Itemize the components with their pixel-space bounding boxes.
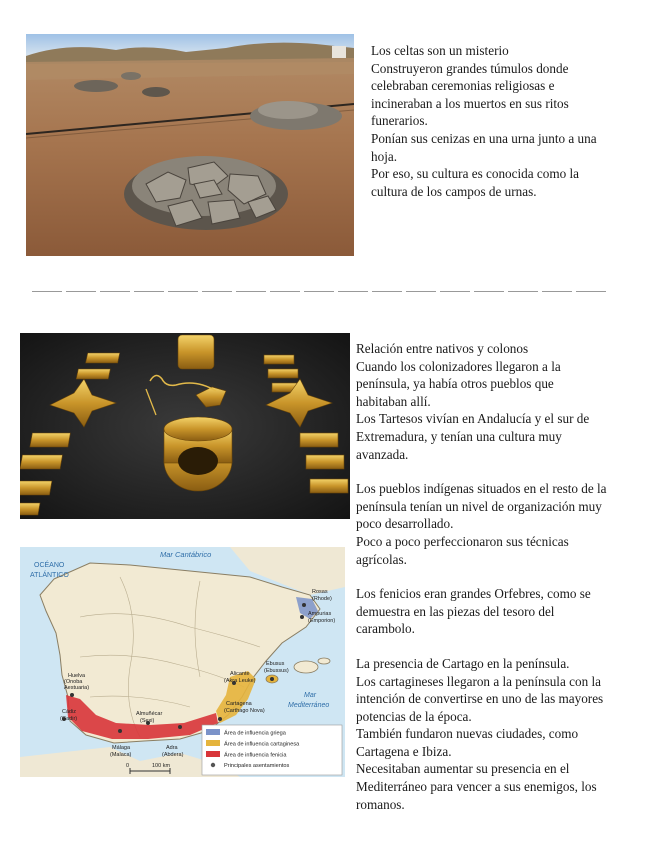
- sea-label-atlantic-1: OCÉANO: [34, 562, 65, 569]
- text-line: También fundaron nuevas ciudades, como: [356, 726, 579, 742]
- text-line: Cuando los colonizadores llegaron a la: [356, 358, 561, 374]
- place-ampurias: Ampurias: [308, 611, 332, 617]
- place-huelva-ancient-2: Aestuaria): [64, 685, 90, 691]
- place-almunecar-ancient: (Sexi): [140, 718, 155, 724]
- legend-swatch-carthaginian: [206, 740, 220, 746]
- text-line: intención de convertirse en uno de las mayores: [356, 691, 604, 707]
- celts-line: Construyeron grandes túmulos donde: [371, 60, 569, 76]
- place-rosas-ancient: (Rhode): [312, 596, 332, 602]
- text-line: Los cartagineses llegaron a la península con la: [356, 673, 601, 689]
- scale-zero: 0: [126, 763, 130, 769]
- place-ibiza: Ebusus: [266, 661, 285, 667]
- text-line: demuestra en las piezas del tesoro del: [356, 603, 555, 619]
- text-line: carambolo.: [356, 621, 415, 637]
- text-line: poco desarrollado.: [356, 516, 454, 532]
- celts-line: Ponían sus cenizas en una urna junto a una: [371, 130, 597, 146]
- tumulus-landscape-image: [26, 34, 354, 256]
- celtic-tumulus-photo: [26, 34, 354, 256]
- carambolo-treasure-photo: [20, 333, 350, 519]
- place-rosas: Rosas: [312, 589, 328, 595]
- iberia-map-graphic: [20, 547, 345, 777]
- place-malaga-ancient: (Malaca): [110, 752, 132, 758]
- sea-label-cantabrico: Mar Cantábrico: [160, 550, 212, 559]
- legend-label-settlements: Principales asentamientos: [224, 763, 290, 769]
- legend-swatch-greek: [206, 729, 220, 735]
- legend-label-phoenician: Área de influencia fenicia: [224, 752, 287, 759]
- place-adra-ancient: (Abdera): [162, 752, 184, 758]
- celts-text-block: [371, 42, 651, 200]
- text-line: Cartagena e Ibiza.: [356, 743, 452, 759]
- section-divider: [32, 284, 628, 296]
- place-malaga: Málaga: [112, 745, 131, 751]
- celts-title: Los celtas son un misterio: [371, 43, 509, 58]
- text-line: Necesitaban aumentar su presencia en el: [356, 761, 570, 777]
- text-line: Los fenicios eran grandes Orfebres, como se: [356, 586, 591, 602]
- text-line: habitaban allí.: [356, 393, 431, 409]
- text-line: potencias de la época.: [356, 708, 472, 724]
- place-cadiz: Cádiz: [62, 709, 77, 715]
- text-line: Poco a poco perfeccionaron sus técnicas: [356, 533, 569, 549]
- text-line: península, ya había otros pueblos que: [356, 376, 554, 392]
- iberia-colonization-map: [20, 547, 345, 777]
- celts-line: incineraban a los muertos en sus ritos: [371, 95, 569, 111]
- text-line: avanzada.: [356, 446, 409, 462]
- gold-treasure-image: [20, 333, 350, 519]
- sea-label-med-2: Mediterráneo: [288, 702, 330, 709]
- text-line: Los Tartesos vivían en Andalucía y el sur de: [356, 411, 590, 427]
- text-line: península tenían un nivel de organización muy: [356, 498, 602, 514]
- place-cartagena-ancient: (Carthago Nova): [224, 708, 265, 714]
- place-cartagena: Cartagena: [226, 701, 252, 707]
- place-ampurias-ancient: (Emporion): [308, 618, 336, 624]
- legend-swatch-phoenician: [206, 751, 220, 757]
- text-line: Extremadura, y tenían una cultura muy: [356, 428, 562, 444]
- celts-line: cultura de los campos de urnas.: [371, 183, 537, 199]
- sea-label-atlantic-2: ATLÁNTICO: [30, 572, 69, 579]
- place-huelva-ancient: (Onoba: [64, 679, 83, 685]
- place-alicante-ancient: (Akra Leuke): [224, 678, 256, 684]
- place-ibiza-ancient: (Ebussus): [264, 668, 289, 674]
- text-line: romanos.: [356, 796, 405, 812]
- celts-line: Por eso, su cultura es conocida como la: [371, 166, 580, 182]
- text-line: agrícolas.: [356, 551, 407, 567]
- place-alicante: Alicante: [230, 671, 250, 677]
- text-line: Mediterráneo para vencer a sus enemigos, los: [356, 779, 597, 795]
- legend-swatch-settlements: [211, 763, 215, 767]
- relations-title: Relación entre nativos y colonos: [356, 341, 529, 356]
- place-cadiz-ancient: (Gadir): [60, 716, 78, 722]
- celts-line: celebraban ceremonias religiosas e: [371, 78, 555, 94]
- celts-line: funerarios.: [371, 113, 428, 129]
- place-almunecar: Almuñécar: [136, 711, 163, 717]
- legend-label-greek: Área de influencia griega: [224, 730, 286, 737]
- place-adra: Adra: [166, 745, 178, 751]
- scale-100km: 100 km: [152, 763, 171, 769]
- text-line: Los pueblos indígenas situados en el resto de la: [356, 481, 607, 497]
- colonization-text-block: [356, 340, 652, 813]
- legend-label-carthaginian: Área de influencia cartaginesa: [224, 741, 300, 748]
- place-huelva: Huelva: [68, 673, 86, 679]
- sea-label-med-1: Mar: [304, 692, 317, 699]
- celts-line: hoja.: [371, 148, 398, 164]
- carthage-title: La presencia de Cartago en la península.: [356, 655, 570, 671]
